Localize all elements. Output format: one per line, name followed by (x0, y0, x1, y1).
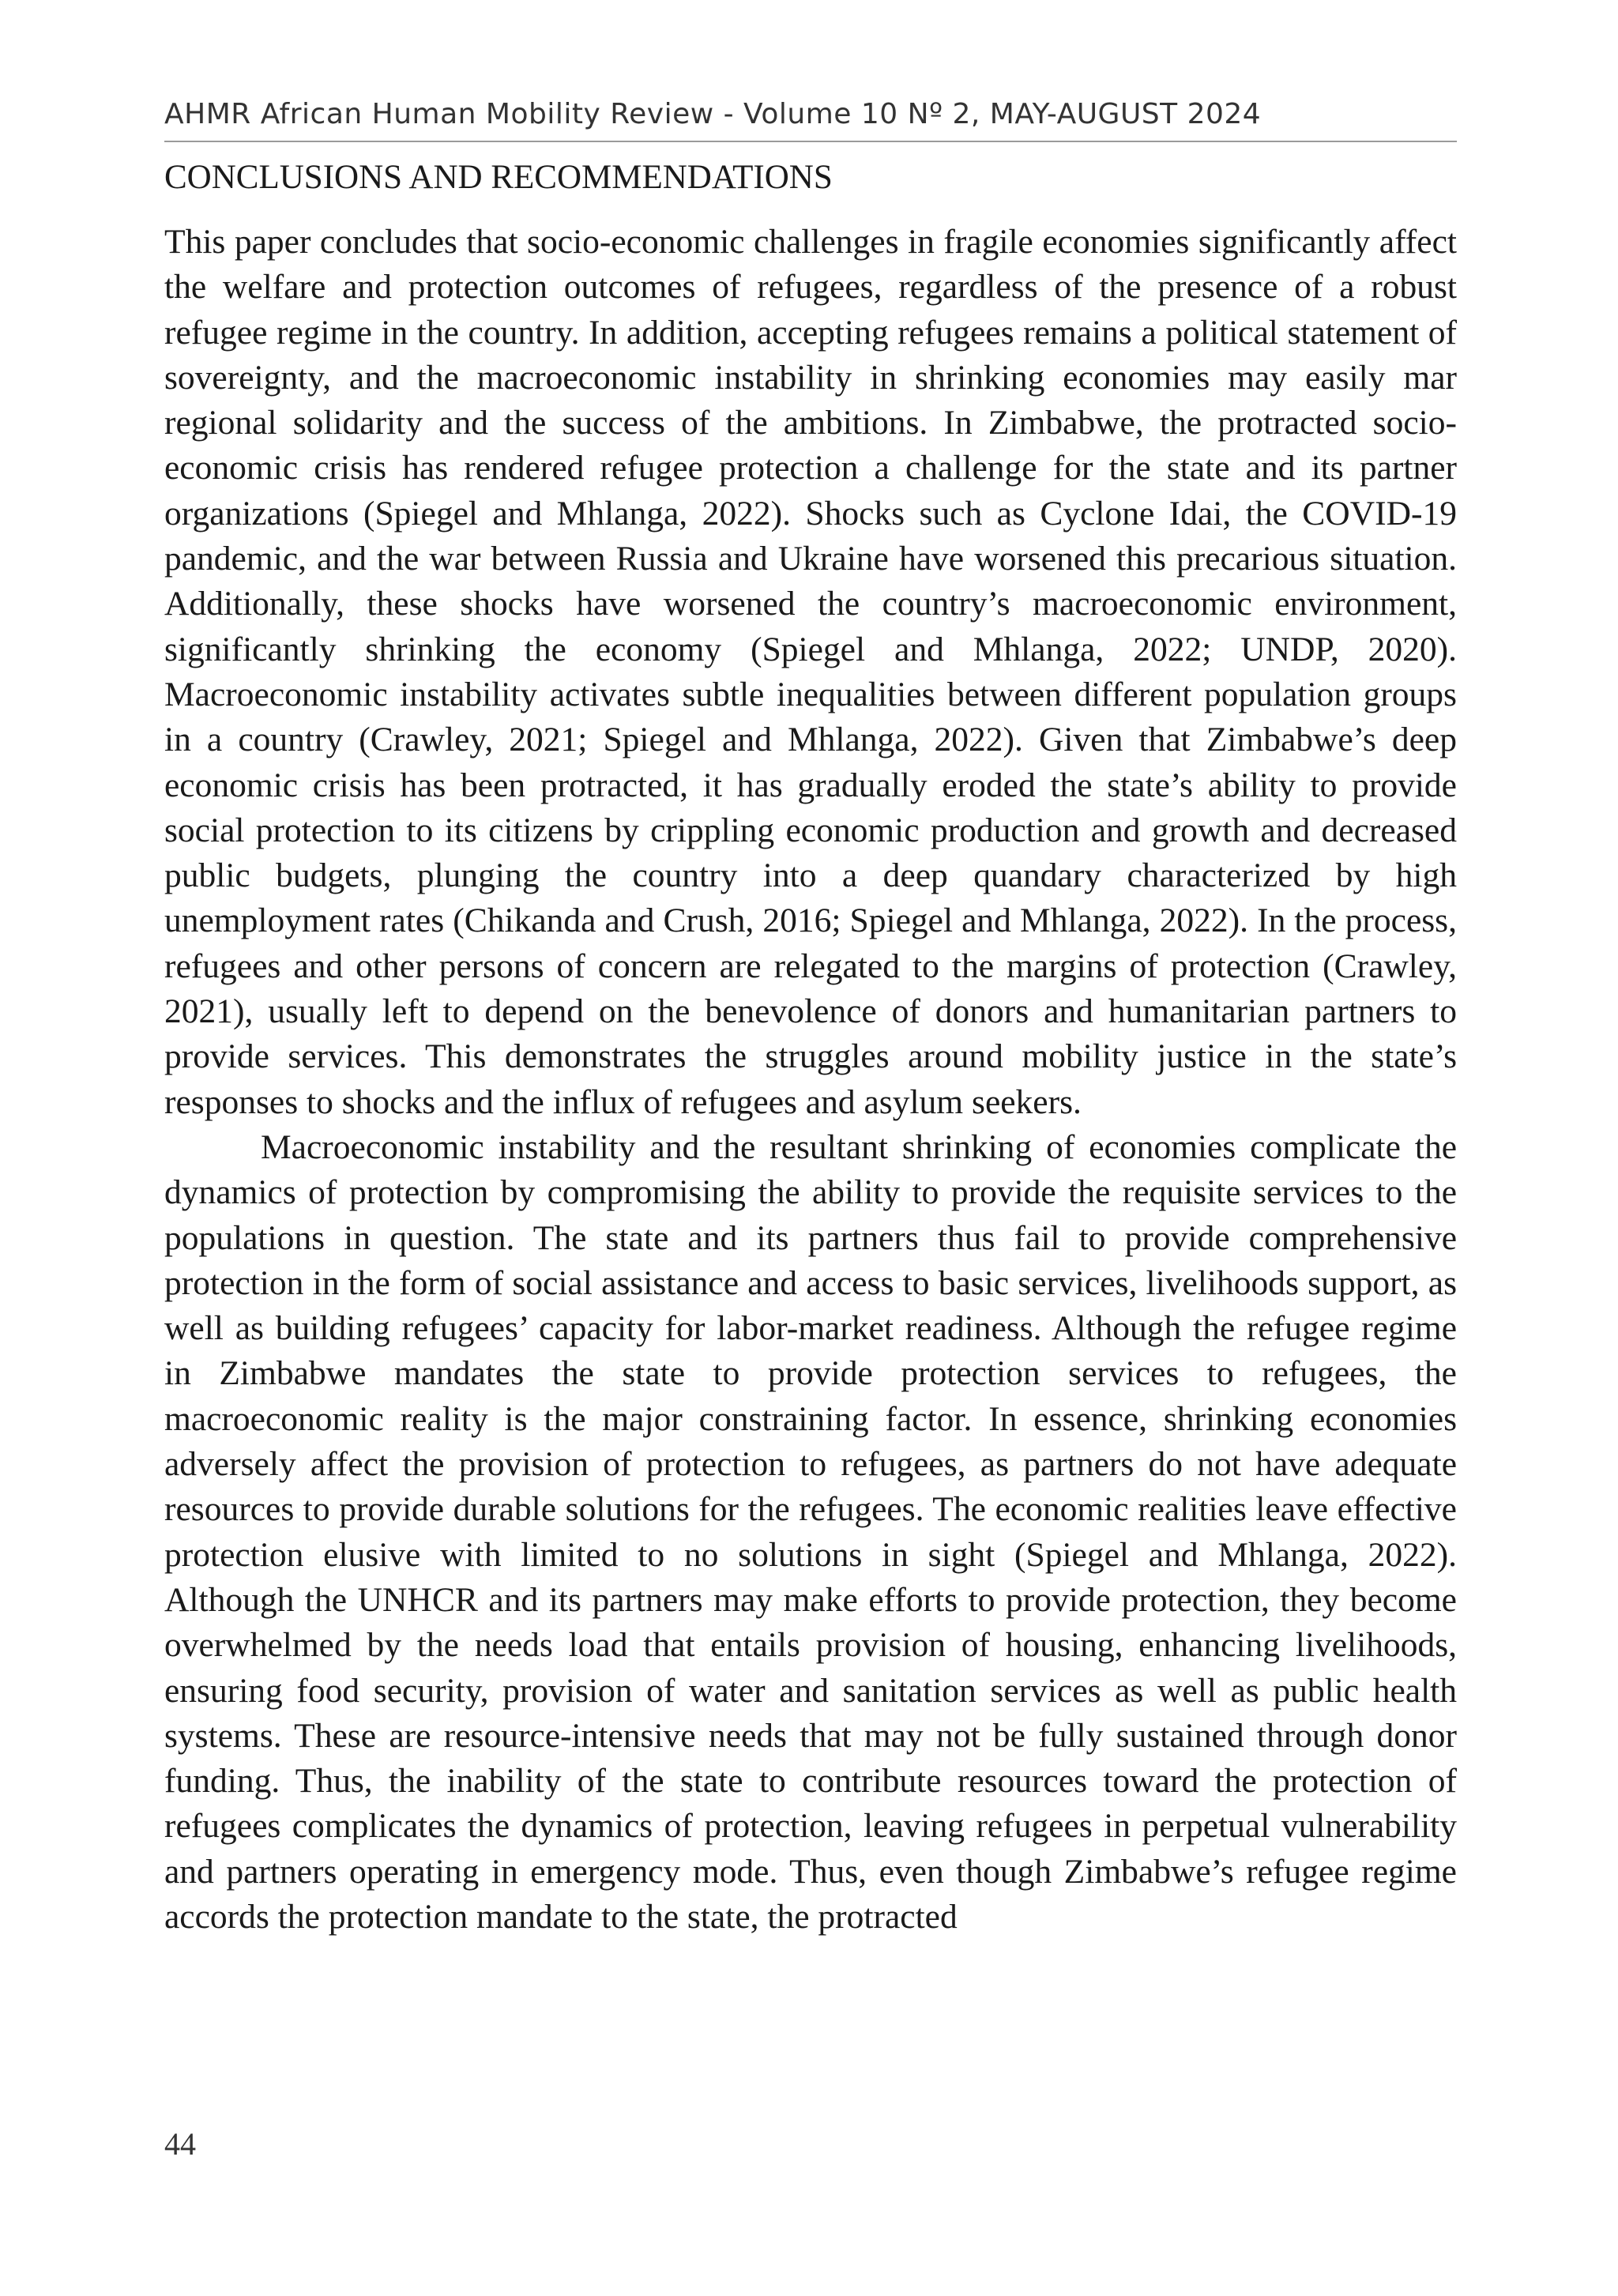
body-text (164, 220, 1457, 1940)
section-heading: CONCLUSIONS AND RECOMMENDATIONS (164, 159, 833, 196)
header-divider (164, 141, 1457, 142)
paragraph-1: This paper concludes that socio-economic challenges in fragile economies significantly affect the welfare and protection outcomes of refugees, regardless of the presence of a robust refugee regime in the country. In addition, accepting refugees remains a political statement of sovereignty, and the macroeconomic instability in shrinking economies may easily mar regional solidarity and the success of the ambitions. In Zimbabwe, the protracted socio-economic crisis has rendered refugee protection a challenge for the state and its partner organizations (Spiegel and Mhlanga, 2022). Shocks such as Cyclone Idai, the COVID-19 pandemic, and the war between Russia and Ukraine have worsened this precarious situation. Additionally, these shocks have worsened the country’s macroeconomic environment, significantly shrinking the economy (Spiegel and Mhlanga, 2022; UNDP, 2020). Macroeconomic instability activates subtle inequalities between different population groups in a country (Crawley, 2021; Spiegel and Mhlanga, 2022). Given that Zimbabwe’s deep economic crisis has been protracted, it has gradually eroded the state’s ability to provide social protection to its citizens by crippling economic production and growth and decreased public budgets, plunging the country into a deep quandary characterized by high unemployment rates (Chikanda and Crush, 2016; Spiegel and Mhlanga, 2022). In the process, refugees and other persons of concern are relegated to the margins of protection (Crawley, 2021), usually left to depend on the benevolence of donors and humanitarian partners to provide services. This demonstrates the struggles around mobility justice in the state’s responses to shocks and the influx of refugees and asylum seekers. (164, 223, 1457, 1121)
page-number: 44 (164, 2126, 196, 2162)
running-header: AHMR African Human Mobility Review - Volume 10 Nº 2, MAY-AUGUST 2024 (164, 98, 1262, 130)
paragraph-2: Macroeconomic instability and the resultant shrinking of economies complicate the dynamics of protection by compromising the ability to provide the requisite services to the populations in question. The state and its partners thus fail to provide comprehensive protection in the form of social assistance and access to basic services, livelihoods support, as well as building refugees’ capacity for labor-market readiness. Although the refugee regime in Zimbabwe mandates the state to provide protection services to refugees, the macroeconomic reality is the major constraining factor. In essence, shrinking economies adversely affect the provision of protection to refugees, as partners do not have adequate resources to provide durable solutions for the refugees. The economic realities leave effective protection elusive with limited to no solutions in sight (Spiegel and Mhlanga, 2022). Although the UNHCR and its partners may make efforts to provide protection, they become overwhelmed by the needs load that entails provision of housing, enhancing livelihoods, ensuring food security, provision of water and sanitation services as well as public health systems. These are resource-intensive needs that may not be fully sustained through donor funding. Thus, the inability of the state to contribute resources toward the protection of refugees complicates the dynamics of protection, leaving refugees in perpetual vulnerability and partners operating in emergency mode. Thus, even though Zimbabwe’s refugee regime accords the protection mandate to the state, the protracted (164, 1127, 1457, 1936)
